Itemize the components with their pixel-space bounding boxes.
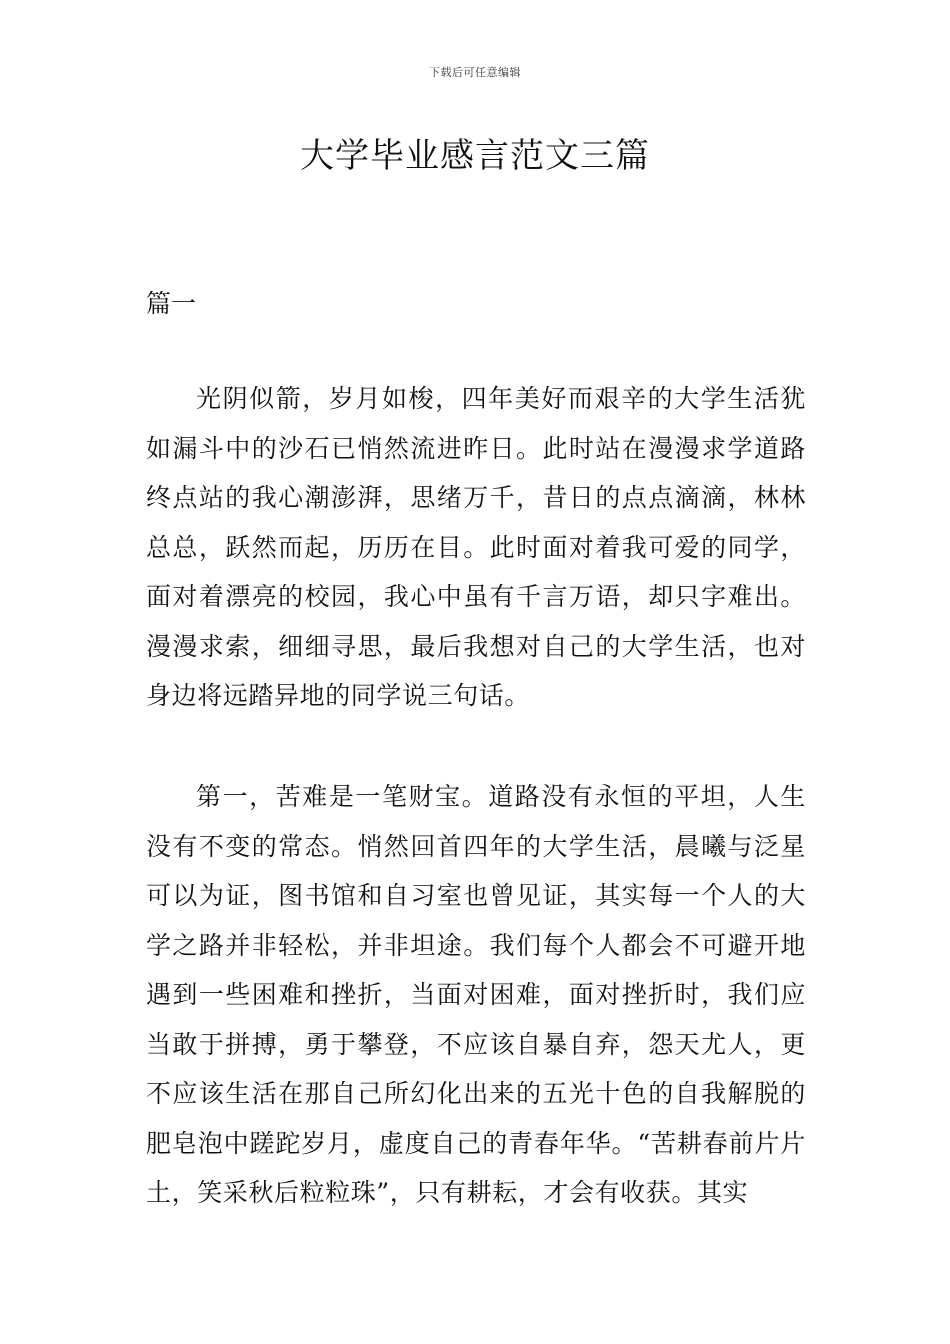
header-note: 下载后可任意编辑 [429, 66, 521, 79]
paragraph-1: 光阴似箭，岁月如梭，四年美好而艰辛的大学生活犹如漏斗中的沙石已悄然流进昨日。此时站在漫漫求学道路终点站的我心潮澎湃，思绪万千，昔日的点点滴滴，林林总总，跃然而起，历历在目。此时面对着我可爱的同学，面对着漂亮的校园，我心中虽有千言万语，却只字难出。漫漫求索，细细寻思，最后我想对自己的大学生活，也对身边将远踏异地的同学说三句话。 [146, 384, 806, 710]
section-heading: 篇一 [146, 289, 197, 318]
paragraph-2: 第一，苦难是一笔财宝。道路没有永恒的平坦，人生没有不变的常态。悄然回首四年的大学生活，晨曦与泛星可以为证，图书馆和自习室也曾见证，其实每一个人的大学之路并非轻松，并非坦途。我们每个人都会不可避开地遇到一些困难和挫折，当面对困难，面对挫折时，我们应当敢于拼搏，勇于攀登，不应该自暴自弃，怨天尤人，更不应该生活在那自己所幻化出来的五光十色的自我解脱的肥皂泡中蹉跎岁月，虚度自己的青春年华。“苦耕春前片片土，笑采秋后粒粒珠”，只有耕耘，才会有收获。其实 [146, 782, 806, 1207]
document-title: 大学毕业感言范文三篇 [300, 136, 650, 176]
